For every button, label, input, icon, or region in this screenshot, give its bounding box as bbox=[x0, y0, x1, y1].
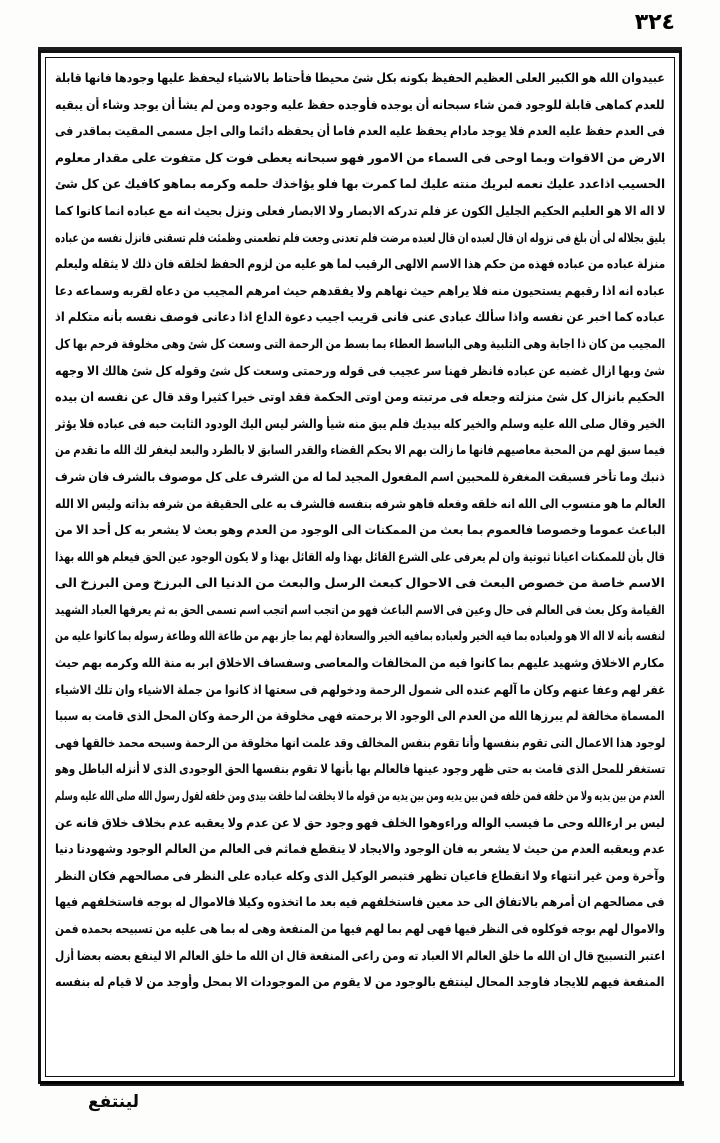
text-line-content: الاسم خاصة من خصوص البعث فى الاحوال كبعث الرسل والبعث من الدنيا الى البرزخ ومن البرزخ الى bbox=[55, 575, 665, 591]
catchword: لينتفع bbox=[88, 1092, 140, 1112]
text-line bbox=[55, 703, 665, 730]
text-line-content: وآخرة ومن غير انتهاء ولا انقطاع فاعيان تظهر فتبصر الوكيل الذى وكله عباده على النظر فى مصالحهم فكان النظر bbox=[55, 867, 665, 883]
text-line bbox=[55, 889, 665, 916]
text-frame-inner bbox=[45, 57, 675, 1077]
text-line-content: العدم من بين يديه ولا من خلفه فمن خلفه فمن بين يديه ومن بين يديه من قوله ما لا يخلقت لما خلقت بيدى ومن خلفه لقول رسول الله صلى الله عليه وسلم bbox=[55, 788, 665, 804]
text-line-content: للعدم كماهى قابلة للوجود فمن شاء سبحانه أن يوجده فأوجده حفظ عليه وجوده ومن لم يشأ أن يوجد وشاء أن يبقيه bbox=[55, 96, 665, 112]
body-text bbox=[46, 58, 674, 1000]
text-line-content: غفر لهم وعفا عنهم وكان ما آلهم عنده الى شمول الرحمة ودخولهم فى سعتها اذ كانوا من جملة الاشياء وان تلك الاشياء bbox=[55, 681, 665, 697]
text-line-content: عباده انه اذا رقبهم يستحيون منه فلا يراهم حيث نهاهم ولا يفقدهم حيث امرهم المجيب من دعاه لقربه وسماعه دعا bbox=[55, 282, 665, 298]
text-line-content: المجيب من كان ذا اجابة وهى التلبية وهى الباسط العطاء بما بسط من الرحمة التى وسعت كل شئ وهى مخلوقة فرحم بها كل bbox=[55, 335, 665, 351]
text-line bbox=[55, 464, 665, 491]
text-line bbox=[55, 969, 665, 996]
text-line bbox=[55, 597, 665, 624]
text-line-content: شئ وبها ازال غضبه عن عباده فانظر فهنا سر عجيب فى قوله ورحمتى وسعت كل شئ وقوله كل شئ هالك الا وجهه bbox=[55, 362, 665, 378]
text-line-content: القيامة وكل بعث فى العالم فى حال وعين فى الاسم الباعث فهو من اتجب اسم اتجب اسم تسمى الحق به ثم يعرفها العباد الشهيد bbox=[55, 601, 665, 617]
frame-bottom-shadow bbox=[40, 1081, 684, 1086]
text-line bbox=[55, 411, 665, 438]
text-line-content: والاموال لهم بوجه فوكلوه فى النظر فيها فهى لهم بما لهم فيها من المنفعة وهى له بما هى عليه من تسبيحه بحمده فمن bbox=[55, 921, 665, 936]
text-line-content: الباعث عموما وخصوصا فالعموم بما بعث من الممكنات الى الوجود من العدم وهو بعث لا يشعر به كل أحد الا من bbox=[55, 522, 665, 538]
text-frame-outer bbox=[38, 50, 682, 1084]
text-line bbox=[55, 491, 665, 518]
text-line-content: تستغفر للمحل الذى قامت به حتى ظهر وجود عينها فالعالم بها بأنها لا تقوم بنفسها الحق الوجودى الذى لا أنزله الباطل وهو bbox=[55, 761, 665, 777]
text-line bbox=[55, 916, 665, 943]
text-line-content: فى مصالحهم ان أمرهم بالاتفاق الى حد معين فاستخلفهم فيه بعد ما اتخذوه وكيلا فالاموال له بوجه فاستخلفهم فيها bbox=[55, 894, 665, 910]
text-line-content: لا اله الا هو العليم الحكيم الجليل الكون عز فلم تدركه الابصار ولا الابصار فعلى ونزل بحيث انه مع عباده انما كانوا كما bbox=[55, 202, 665, 218]
text-line-content: فى العدم حفظ عليه العدم فلا يوجد مادام يحفظ عليه العدم فاما أن يحفظه دائما والى اجل مسمى المقيت بماقدر فى bbox=[55, 123, 665, 139]
text-line bbox=[55, 65, 665, 92]
text-line-content: لوجود هذا الاعمال التى تقوم بنفسها وأنا تقوم بنفس المخالف وقد علمت انها مخلوقة من الرحمة وسبحه محمد خالقها فهى bbox=[55, 734, 665, 750]
text-line-content: العالم ما هو منسوب الى الله انه خلقه وفعله فاهو شرفه بنفسه فالشرف به على الحقيقة من شرفه بذاته وليس الا الله bbox=[55, 495, 665, 511]
text-line-content: المنفعة فيهم للايجاد فاوجد المحال لينتفع بالوجود من لا يقوم من الموجودات الا بمحل وأوجد من لا قيام له بنفسه bbox=[55, 974, 665, 990]
text-line bbox=[55, 92, 665, 119]
text-line bbox=[55, 171, 665, 198]
text-line bbox=[55, 650, 665, 677]
text-line-content: الخير وقال صلى الله عليه وسلم والخير كله بيديك فلم يبق منه شيأ والشر ليس اليك الودود الثابت حبه فى عباده فلا يؤثر bbox=[55, 415, 665, 431]
text-line-content: عدم ويعقبه العدم من حيث لا يشعر به فان الوجود والايجاد لا ينقطع فماثم فى العالم من العالم الوجود وشهودنا دنيا bbox=[55, 841, 665, 857]
text-line bbox=[55, 331, 665, 358]
text-line bbox=[55, 517, 665, 544]
text-line-content: المسماة مخالفة لم يبرزها الله من العدم الى الوجود الا برحمته فهى مخلوقة من الرحمة وكان المحل الذى قامت به سببا bbox=[55, 708, 665, 724]
text-line-content: عباده كما اخبر عن نفسه واذا سألك عبادى عنى فانى قريب اجيب دعوة الداع اذا دعانى فوصف نفسه بأنه متكلم اذ bbox=[55, 309, 665, 325]
text-line bbox=[55, 677, 665, 704]
page-number: ٣٢٤ bbox=[634, 10, 675, 35]
text-line-content: عبيدوان الله هو الكبير العلى العظيم الحفيظ بكونه بكل شئ محيطا فأحتاط بالاشياء ليحفظ عليها وجودها فانها قابلة bbox=[55, 70, 665, 85]
text-line bbox=[55, 358, 665, 385]
text-line-content: منزلة عباده من عباده فهذه من حكم هذا الاسم الالهى الرقيب لما هو عليه من لزوم الحفظ لخلقه فان ذلك لا يثقله وليعلم bbox=[55, 256, 665, 272]
text-line bbox=[55, 756, 665, 783]
text-line-content: لنفسه بأنه لا اله الا هو ولعباده بما فيه الخير ولعباده بمافيه الخير والسعادة لهم بما جاز بهم من طاعة الله وطاعة رسوله بما كانوا عليه من bbox=[55, 628, 665, 644]
text-line-content: ذنبك وما تأخر فسبقت المغفرة للمحبين اسم المفعول المجيد لما له من الشرف على كل موصوف بالشرف فان شرف bbox=[55, 468, 665, 484]
text-line bbox=[55, 810, 665, 837]
text-line bbox=[55, 437, 665, 464]
text-line bbox=[55, 225, 665, 252]
text-line-content: قال بأن للممكنات اعيانا ثبوتية وان لم يعرفى على الشرع القائل بهذا وله القائل بهذا و لا يكون الوجود عين الحق فيعلم هو الله بهذا bbox=[55, 548, 665, 564]
text-line-content: فيما سبق لهم من المحبة معاصيهم فانها ما زالت بهم الا بحكم القضاء والقدر السابق لا بالطرد والبعد ليغفر لك الله ما تقدم من bbox=[55, 442, 665, 458]
text-line bbox=[55, 570, 665, 597]
text-line bbox=[55, 304, 665, 331]
text-line bbox=[55, 118, 665, 145]
text-line bbox=[55, 145, 665, 172]
text-line-content: الحكيم بانزال كل شئ منزلته وجعله فى مرتبته ومن اوتى الحكمة فقد اوتى خيرا كثيرا وقد قال عن نفسه ان بيده bbox=[55, 389, 665, 405]
text-line bbox=[55, 730, 665, 757]
text-line bbox=[55, 251, 665, 278]
text-line bbox=[55, 863, 665, 890]
text-line bbox=[55, 278, 665, 305]
text-line bbox=[55, 836, 665, 863]
text-line bbox=[55, 384, 665, 411]
text-line-content: مكارم الاخلاق وشهيد عليهم بما كانوا فيه من المخالفات والمعاصى وسفساف الاخلاق ابر به منة الله وكرمه بهم حيث bbox=[55, 655, 665, 671]
text-line bbox=[55, 198, 665, 225]
text-line bbox=[55, 783, 665, 810]
text-line-content: الحسيب اذاعدد عليك نعمه لبريك منته عليك لما كمرت بها فلو يؤاخذك حلمه وكرمه بماهو كافيك عن كل شئ bbox=[55, 176, 665, 192]
text-line-content: يليق بجلاله لى أن بلغ فى نزوله ان قال لعبده ان قال لعبده مرضت فلم تعدنى وجعت فلم تطعمنى وظمئت فلم تسقنى فانزل نفسه من عباده bbox=[55, 229, 665, 245]
text-line-content: الارض من الاقوات وبما اوحى فى السماء من الامور فهو سبحانه يعطى فوت كل متفوت على مقدار معلوم bbox=[55, 149, 665, 165]
text-line-content: ليس بر ارءالله وحى ما فيسب الواله وراءوهوا الخلف فهو وجود حق لا عن عدم ولا يعقبه عدم بخلاف خلاق فانه عن bbox=[55, 814, 665, 830]
text-line bbox=[55, 623, 665, 650]
text-line bbox=[55, 544, 665, 571]
text-line-content: اعتبر التسبيح قال ان الله ما خلق العالم الا العباد ته ومن راعى المنفعة قال ان الله ما خلق العالم الا لينفع بعضه بعضا أزل bbox=[55, 947, 665, 963]
text-line bbox=[55, 943, 665, 970]
